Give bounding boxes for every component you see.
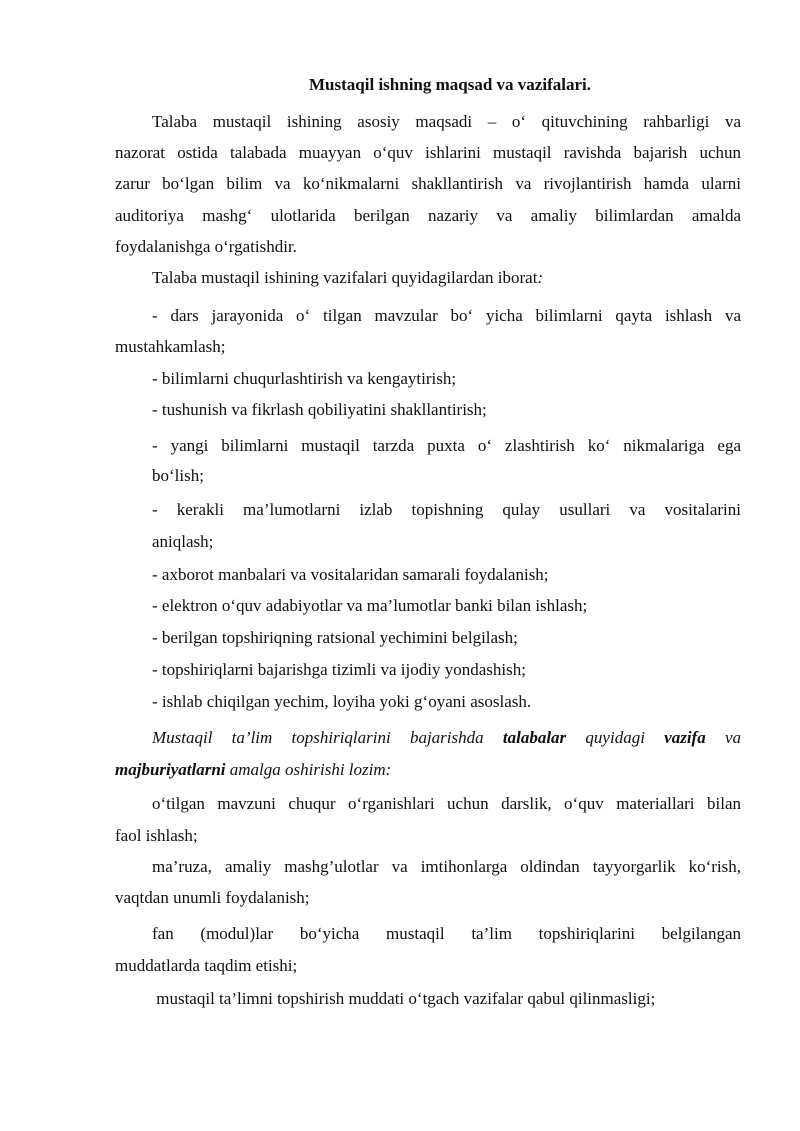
list-item: bo‘lish;: [152, 466, 204, 485]
duty-line: ma’ruza, amaliy mashg’ulotlar va imtihonlarga oldindan tayyorgarlik ko‘rish,: [152, 857, 741, 876]
duties-text: va: [705, 728, 741, 747]
duties-emphasis: majburiyatlarni: [115, 760, 226, 779]
duty-line: muddatlarda taqdim etishi;: [115, 956, 298, 975]
duty-line: fan (modul)lar bo‘yicha mustaqil ta’lim topshiriqlarini belgilangan: [152, 924, 741, 943]
list-item: - yangi bilimlarni mustaqil tarzda puxta o‘ zlashtirish ko‘ nikmalariga ega: [152, 436, 741, 455]
duty-line: vaqtdan unumli foydalanish;: [115, 888, 310, 907]
list-item: - axborot manbalari va vositalaridan samarali foydalanish;: [152, 565, 549, 584]
list-item: - berilgan topshiriqning ratsional yechimini belgilash;: [152, 628, 518, 647]
document-title: Mustaqil ishning maqsad va vazifalari.: [309, 75, 591, 94]
paragraph-line: Talaba mustaqil ishining asosiy maqsadi – o‘ qituvchining rahbarligi va: [152, 112, 741, 131]
list-item: mustahkamlash;: [115, 337, 226, 356]
paragraph-line: zarur bo‘lgan bilim va ko‘nikmalarni shakllantirish va rivojlantirish hamda ularni: [115, 174, 741, 193]
duties-intro-line-1: [152, 728, 741, 748]
list-item: - topshiriqlarni bajarishga tizimli va ijodiy yondashish;: [152, 660, 526, 679]
tasks-intro: [152, 268, 543, 288]
paragraph-line: auditoriya mashg‘ ulotlarida berilgan nazariy va amaliy bilimlardan amalda: [115, 206, 741, 225]
duties-emphasis: vazifa: [664, 728, 706, 747]
list-item: aniqlash;: [152, 532, 214, 551]
duties-emphasis: talabalar: [502, 728, 567, 747]
duty-line: mustaqil ta’limni topshirish muddati o‘tgach vazifalar qabul qilinmasligi;: [152, 989, 656, 1008]
duties-text: amalga oshirishi lozim:: [225, 760, 392, 779]
paragraph-line: nazorat ostida talabada muayyan o‘quv ishlarini mustaqil ravishda bajarish uchun: [115, 143, 741, 162]
list-item: - ishlab chiqilgan yechim, loyiha yoki g‘oyani asoslash.: [152, 692, 532, 711]
duty-line: o‘tilgan mavzuni chuqur o‘rganishlari uchun darslik, o‘quv materiallari bilan: [152, 794, 741, 813]
list-item: - bilimlarni chuqurlashtirish va kengaytirish;: [152, 369, 457, 388]
duties-text: Mustaqil ta’lim topshiriqlarini bajarishda: [152, 728, 503, 747]
duties-intro-line-2: [115, 760, 391, 780]
paragraph-line: foydalanishga o‘rgatishdir.: [115, 237, 297, 256]
list-item: - elektron o‘quv adabiyotlar va ma’lumotlar banki bilan ishlash;: [152, 596, 588, 615]
tasks-intro-text: Talaba mustaqil ishining vazifalari quyidagilardan iborat: [152, 268, 538, 287]
duties-text: quyidagi: [566, 728, 665, 747]
tasks-intro-colon: :: [537, 268, 544, 287]
duty-line: faol ishlash;: [115, 826, 198, 845]
list-item: - kerakli ma’lumotlarni izlab topishning qulay usullari va vositalarini: [152, 500, 741, 519]
list-item: - tushunish va fikrlash qobiliyatini shakllantirish;: [152, 400, 487, 419]
list-item: - dars jarayonida o‘ tilgan mavzular bo‘ yicha bilimlarni qayta ishlash va: [152, 306, 741, 325]
